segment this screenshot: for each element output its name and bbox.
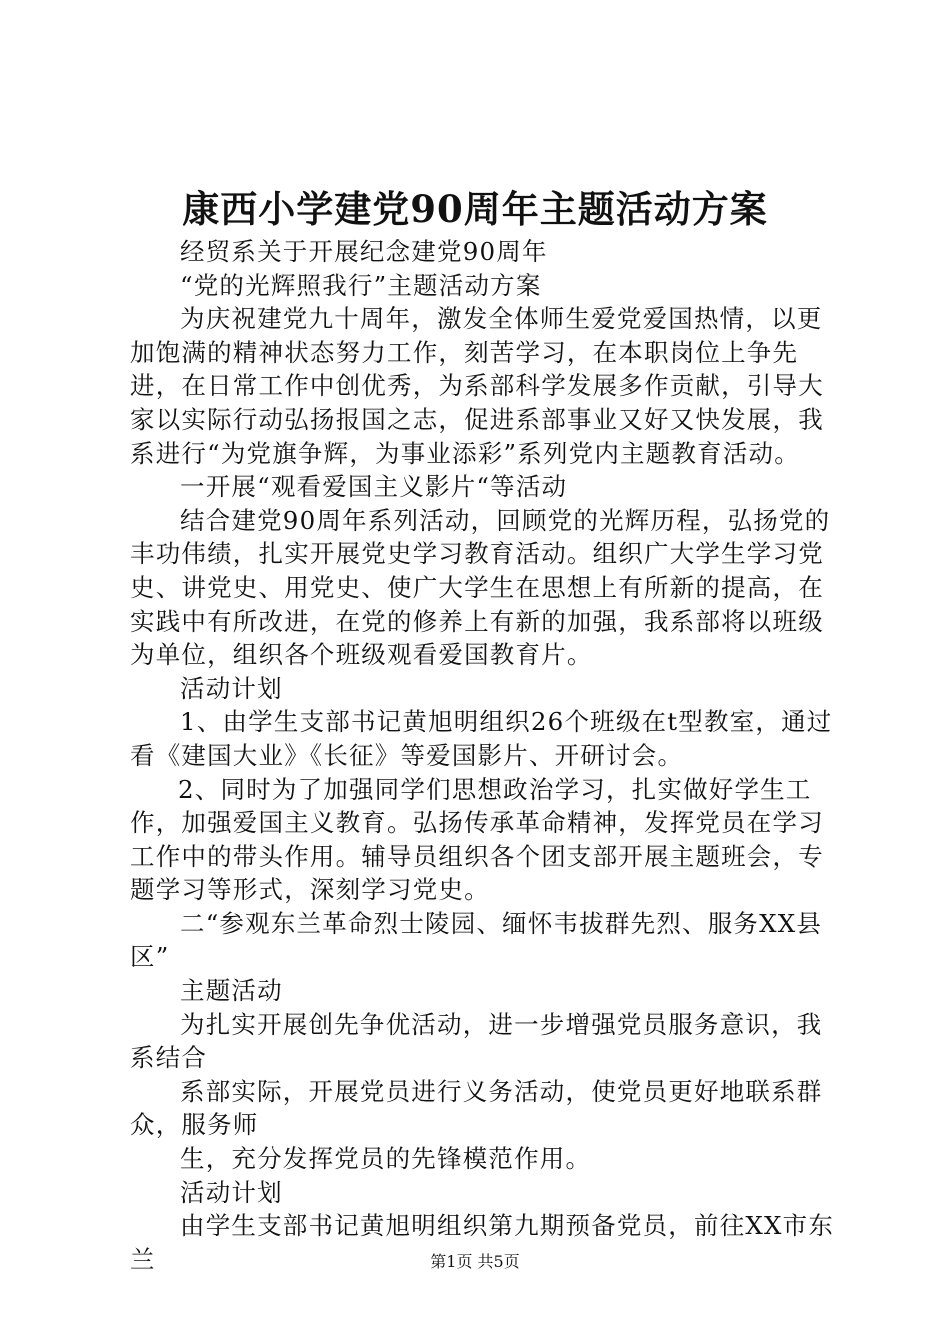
plan-item-1: 1、由学生支部书记黄旭明组织26个班级在t型教室，通过看《建国大业》《长征》等爱国影片、开研讨会。 (130, 707, 833, 770)
paragraph-section-2-d: 由学生支部书记黄旭明组织第九期预备党员，前往XX市东兰 (130, 1211, 835, 1274)
theme-activity-heading: 主题活动 (180, 976, 283, 1006)
activity-plan-heading-2: 活动计划 (180, 1177, 283, 1207)
paragraph-section-2-a: 为扎实开展创先争优活动，进一步增强党员服务意识，我系结合 (130, 1009, 823, 1073)
section-heading-2: 二“参观东兰革命烈士陵园、缅怀韦拔群先烈、服务XX县区” (130, 908, 823, 972)
page-footer: 第1页 共5页 (430, 1252, 520, 1271)
plan-item-2: 2、同时为了加强同学们思想政治学习，扎实做好学生工作，加强爱国主义教育。弘扬传承革命精神，发挥党员在学习工作中的带头作用。辅导员组织各个团支部开展主题班会，专题学习等形式，深刻学习党史。 (130, 774, 824, 905)
paragraph-subtitle-2: “党的光辉照我行”主题活动方案 (180, 270, 542, 300)
activity-plan-heading-1: 活动计划 (180, 673, 283, 703)
document-body (130, 235, 846, 1276)
paragraph-subtitle-1: 经贸系关于开展纪念建党90周年 (180, 237, 548, 266)
document-title: 康西小学建党90周年主题活动方案 (182, 187, 768, 231)
paragraph-intro: 为庆祝建党九十周年，激发全体师生爱党爱国热情，以更加饱满的精神状态努力工作，刻苦学习，在本职岗位上争先进，在日常工作中创优秀，为系部科学发展多作贡献，引导大家以实际行动弘扬报国之志，促进系部事业又好又快发展，我系进行“为党旗争辉，为事业添彩”系列党内主题教育活动。 (130, 304, 824, 468)
paragraph-section-2-b: 系部实际，开展党员进行义务活动，使党员更好地联系群众，服务师 (130, 1076, 823, 1140)
section-heading-1: 一开展“观看爱国主义影片“等活动 (180, 472, 568, 502)
paragraph-section-1: 结合建党90周年系列活动，回顾党的光辉历程，弘扬党的丰功伟绩，扎实开展党史学习教育活动。组织广大学生学习党史、讲党史、用党史、使广大学生在思想上有所新的提高，在实践中有所改进，在党的修养上有新的加强，我系部将以班级为单位，组织各个班级观看爱国教育片。 (130, 505, 831, 670)
paragraph-section-2-c: 生，充分发挥党员的先锋模范作用。 (180, 1144, 592, 1174)
